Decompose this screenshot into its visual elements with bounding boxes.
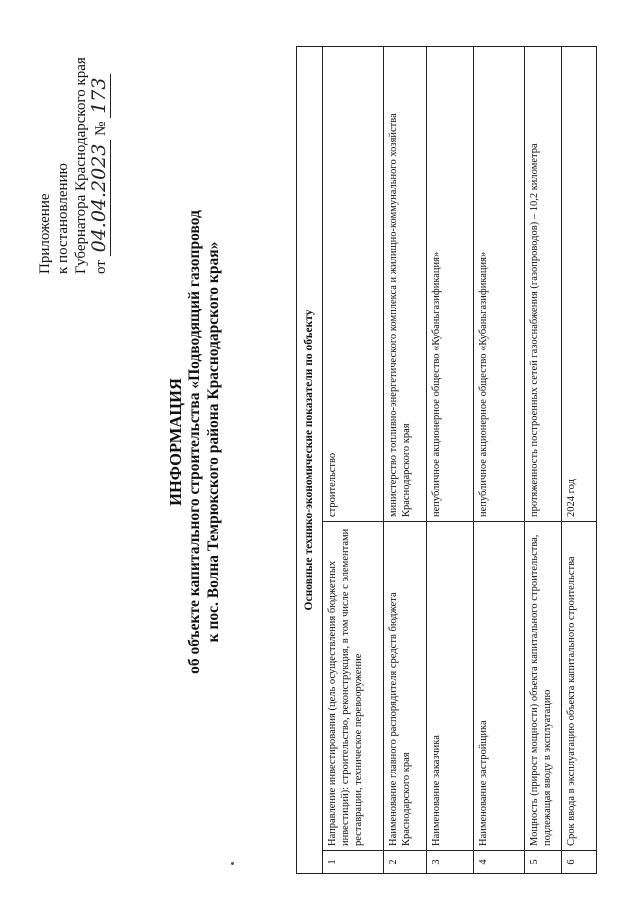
row-number: 5 [525, 851, 562, 874]
row-value: строительство [323, 47, 384, 522]
row-number: 1 [323, 851, 384, 874]
row-value: непубличное акционерное общество «Кубаньгазификация» [474, 47, 525, 522]
document-page [10, 12, 630, 892]
title-line-2: к пос. Волна Темрюкского района Краснодарского края» [205, 241, 222, 643]
indicators-table [296, 46, 597, 874]
row-number: 6 [562, 851, 597, 874]
row-label: Срок ввода в эксплуатацию объекта капитального строительства [562, 522, 597, 851]
row-label: Наименование заказчика [427, 522, 474, 851]
row-label: Мощность (прирост мощности) объекта капитального строительства, подлежащая вводу в эксплуатацию [525, 522, 562, 851]
row-value: протяженность построенных сетей газоснабжения (газопроводов) – 10,2 километра [525, 47, 562, 522]
table-row [384, 47, 427, 874]
handwritten-number: 173 [88, 74, 111, 118]
row-value: непубличное акционерное общество «Кубаньгазификация» [427, 47, 474, 522]
table-header-row [297, 47, 323, 874]
row-number: 3 [427, 851, 474, 874]
table-row [427, 47, 474, 874]
row-value: министерство топливно-энергетического комплекса и жилищно-коммунального хозяйства Краснодарского края [384, 47, 427, 522]
table-row [525, 47, 562, 874]
row-value: 2024 год [562, 47, 597, 522]
title-line-1: об объекте капитального строительства «Подводящий газопровод [186, 210, 203, 674]
appendix-date-line [90, 34, 110, 274]
appendix-line-3: Губернатора Краснодарского края [73, 57, 89, 274]
table-header: Основные технико-экономические показатели по объекту [297, 47, 323, 874]
from-label: от [93, 260, 109, 274]
row-number: 2 [384, 851, 427, 874]
appendix-block [36, 34, 110, 274]
row-label: Направление инвестирования (цель осуществления бюджетных инвестиций): строительство, реконструкция, в том числе с элементами реставрации, техническое перевооружение [323, 522, 384, 851]
row-number: 4 [474, 851, 525, 874]
row-label: Наименование главного распорядителя средств бюджета Краснодарского края [384, 522, 427, 851]
appendix-line-1: Приложение [37, 193, 53, 274]
title-main: ИНФОРМАЦИЯ [166, 378, 185, 506]
scan-speck [231, 862, 234, 865]
number-label: № [93, 121, 109, 136]
table-row [562, 47, 597, 874]
appendix-line-2: к постановлению [55, 163, 71, 274]
handwritten-date: 04.04.2023 [88, 140, 111, 257]
table-row [323, 47, 384, 874]
document-title [166, 32, 223, 852]
row-label: Наименование застройщика [474, 522, 525, 851]
table-row [474, 47, 525, 874]
